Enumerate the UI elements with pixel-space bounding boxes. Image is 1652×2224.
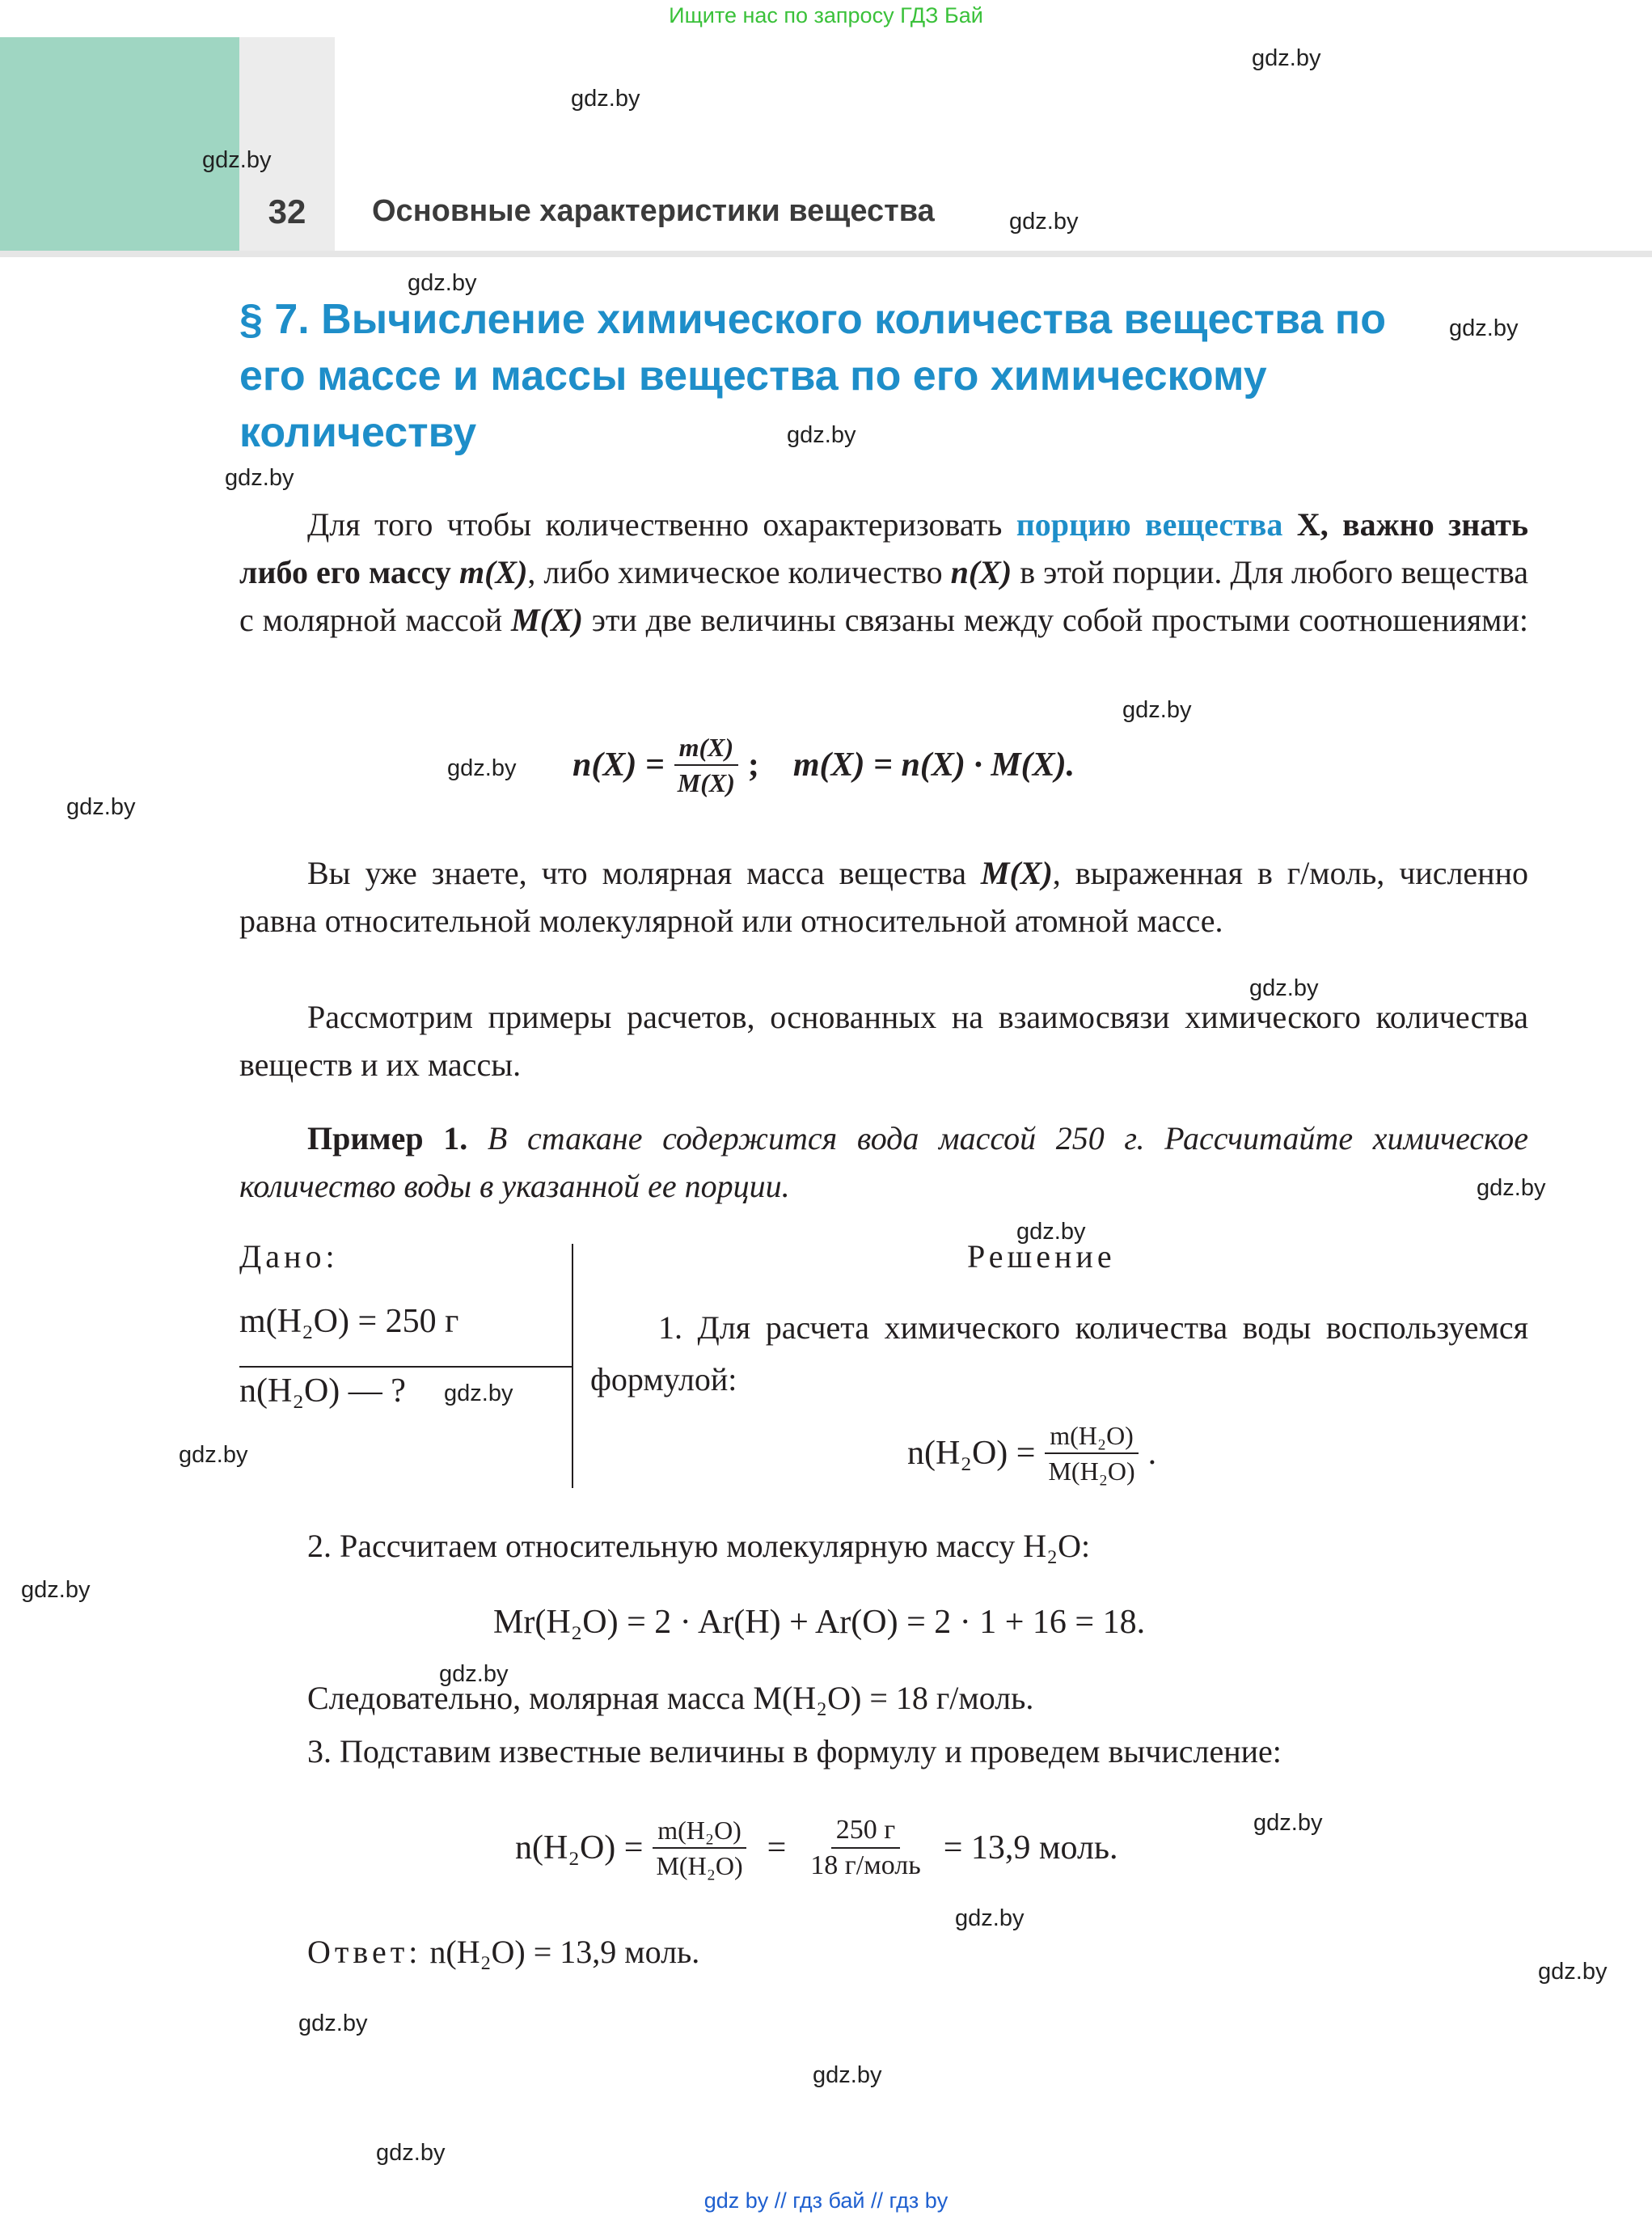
watermark: gdz.by [571,86,640,112]
watermark: gdz.by [1477,1175,1546,1201]
watermark: gdz.by [202,147,272,173]
table-divider-horizontal [239,1366,572,1368]
given-unknown: n(H₂O) — ? [239,1372,406,1410]
watermark: gdz.by [298,2010,368,2036]
running-title: Основные характеристики вещества [372,194,935,228]
watermark: gdz.by [1016,1219,1086,1245]
watermark: gdz.by [447,755,517,781]
formula-relative-mass: Mr(H₂O) = 2 · Ar(H) + Ar(O) = 2 · 1 + 16 = 18. [493,1604,1146,1641]
formula-mass-amount: n(X) = $\frac{m(X)}{M(X)}$ ; m(X) = n(X) · M(X). [572,733,1075,797]
example-1-statement: Пример 1. В стакане содержится вода массой 250 г. Рассчитайте химическое количество воды в указанной ее порции. [239,1120,1528,1204]
given-mass: m(H₂O) = 250 г [239,1303,459,1340]
watermark: gdz.by [21,1577,91,1603]
solution-step-1: 1. Для расчета химического количества воды воспользуемся формулой: [590,1309,1528,1397]
solution-step-3: 3. Подставим известные величины в формулу и проведем вычисление: [307,1733,1282,1769]
solution-step-2: 2. Рассчитаем относительную молекулярную массу H₂O: [307,1528,1091,1564]
search-hint: Ищите нас по запросу ГДЗ Бай [669,3,983,27]
watermark: gdz.by [1122,697,1192,723]
paragraph-intro: Для того чтобы количественно охарактеризовать порцию вещества X, важно знать либо его массу m(X), либо химическое количество n(X) в этой порции. Для любого вещества с молярной массой M(X) эти две величины связаны между собой простыми соотношениями: [239,506,1529,638]
watermark: gdz.by [955,1905,1025,1931]
watermark: gdz.by [787,422,856,448]
given-title: Дано: [239,1238,339,1275]
watermark: gdz.by [1249,975,1319,1001]
header-color-block [0,37,239,256]
watermark: gdz.by [179,1442,248,1468]
page-number: 32 [268,192,306,230]
watermark: gdz.by [66,794,136,820]
formula-calculation: n(H₂O) = $\frac{\text{m(H₂O)}}{\text{M(H₂O)}}$ = $\frac{250 г}{\text{18 г/моль}}$ = 13,9 моль. [515,1815,1118,1880]
watermark: gdz.by [1009,209,1079,235]
solution-title: Решение [967,1238,1116,1275]
watermark: gdz.by [439,1661,509,1687]
formula-n-water: n(H₂O) = $\frac{\text{m(H₂O)}}{\text{M(H₂O)}}$ . [907,1421,1157,1486]
watermark: gdz.by [1253,1810,1323,1836]
watermark: gdz.by [376,2140,446,2166]
term-portion-of-substance: порцию вещества [1016,506,1283,543]
answer: Ответ: n(H₂O) = 13,9 моль. [307,1934,700,1970]
footer-links: gdz by // гдз бай // гдз by [703,2188,949,2213]
section-heading: § 7. Вычисление химического количества вещества по его массе и массы вещества по его химическому количеству [239,296,1386,456]
watermark: gdz.by [408,270,477,296]
watermark: gdz.by [225,465,294,491]
watermark: gdz.by [1538,1959,1608,1985]
header-rule [0,251,1652,257]
paragraph-molar-mass: Вы уже знаете, что молярная масса вещества M(X), выраженная в г/моль, численно равна относительной молекулярной или относительной атомной массе. [239,855,1528,939]
watermark: gdz.by [444,1380,513,1406]
watermark: gdz.by [813,2062,882,2088]
molar-mass-result: Следовательно, молярная масса M(H₂O) = 18 г/моль. [307,1680,1034,1716]
paragraph-examples: Рассмотрим примеры расчетов, основанных на взаимосвязи химического количества веществ и их массы. [239,999,1528,1083]
watermark: gdz.by [1252,45,1321,71]
watermark: gdz.by [1449,315,1519,341]
